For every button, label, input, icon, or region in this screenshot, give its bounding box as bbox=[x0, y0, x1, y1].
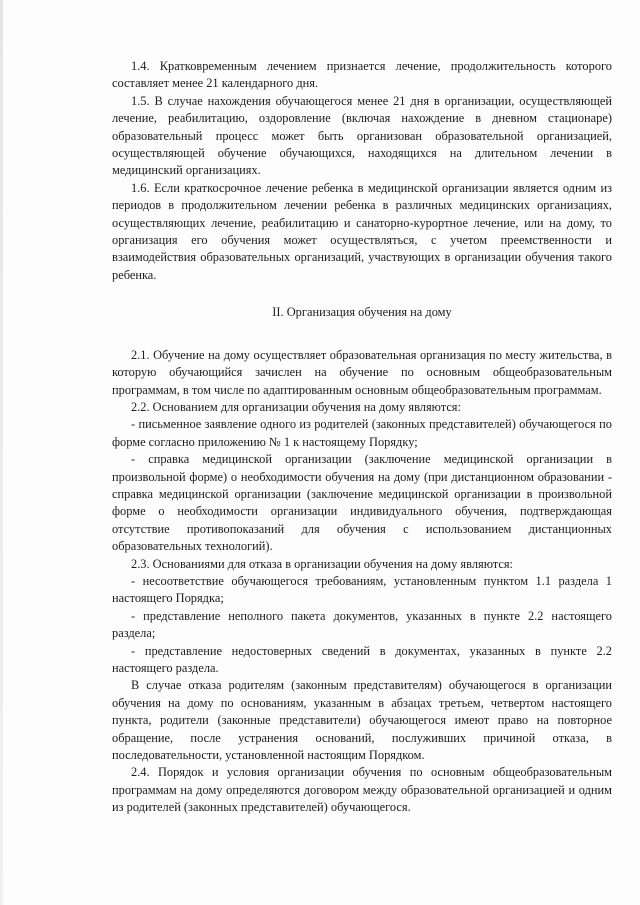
list-item-application: - письменное заявление одного из родителей (законных представителей) обучающегося по форме согласно приложению № 1 к настоящему Порядку; bbox=[112, 417, 612, 449]
paragraph-1-4: 1.4. Кратковременным лечением признается лечение, продолжительность которого составляет менее 21 календарного дня. bbox=[112, 59, 612, 91]
list-item-nonconformity: - несоответствие обучающегося требованиям, установленным пунктом 1.1 раздела 1 настоящего Порядка; bbox=[112, 573, 612, 606]
paragraph-2-4: 2.4. Порядок и условия организации обучения по основным общеобразовательным программам на дому определяются договором между образовательной организацией и одним из родителей (законных представителей) обучающегося. bbox=[112, 765, 612, 815]
paragraph-1-6: 1.6. Если краткосрочное лечение ребенка в медицинской организации является одним из периодов в продолжительном лечении ребенка в различных медицинских организациях, осуществляющих лечение, реабилитацию и санаторно-курортное лечение, или на дому, то организация его обучения может осуществляться, с учетом преемственности и взаимодействия образовательных организаций, участвующих в организации обучения такого ребенка. bbox=[112, 180, 612, 282]
paragraph-refusal: В случае отказа родителям (законным представителям) обучающегося в организации обучения на дому по основаниям, указанным в абзацах третьем, четвертом настоящего пункта, родители (законные представители) обучающегося имеют право на повторное обращение, после устранения оснований, послуживших причиной отказа, в последовательности, установленной настоящим Порядком. bbox=[112, 678, 612, 763]
scan-edge bbox=[0, 0, 3, 905]
document-body bbox=[112, 58, 612, 817]
list-item-medical-certificate: - справка медицинской организации (заключение медицинской организации в произвольной форме) о необходимости обучения на дому (при дистанционном образовании - справка медицинской организации (заключение медицинской организации в произвольной форме о необходимости организации индивидуального обучения, подтверждающая отсутствие противопоказаний для обучения с использованием дистанционных образовательных технологий). bbox=[112, 452, 612, 554]
paragraph-2-1: 2.1. Обучение на дому осуществляет образовательная организация по месту жительства, в которую обучающийся зачислен на обучение по основным общеобразовательным программам, в том числе по адаптированным основным общеобразовательным программам. bbox=[112, 347, 612, 397]
list-item-unreliable-info: - представление недостоверных сведений в документах, указанных в пункте 2.2 настоящего раздела. bbox=[112, 643, 612, 675]
paragraph-2-3: 2.3. Основаниями для отказа в организации обучения на дому являются: bbox=[131, 556, 514, 571]
list-item-incomplete-package: - представление неполного пакета документов, указанных в пункте 2.2 настоящего раздела; bbox=[112, 608, 612, 641]
paragraph-1-5: 1.5. В случае нахождения обучающегося менее 21 дня в организации, осуществляющей лечение, реабилитацию, оздоровление (включая нахождение в дневном стационаре) образовательный процесс может быть организован образовательной организацией, осуществляющей обучение обучающихся, находящихся на длительном лечении в медицинский организациях. bbox=[112, 93, 612, 178]
section-title: II. Организация обучения на дому bbox=[272, 305, 452, 320]
paragraph-2-2: 2.2. Основанием для организации обучения на дому являются: bbox=[131, 399, 461, 414]
